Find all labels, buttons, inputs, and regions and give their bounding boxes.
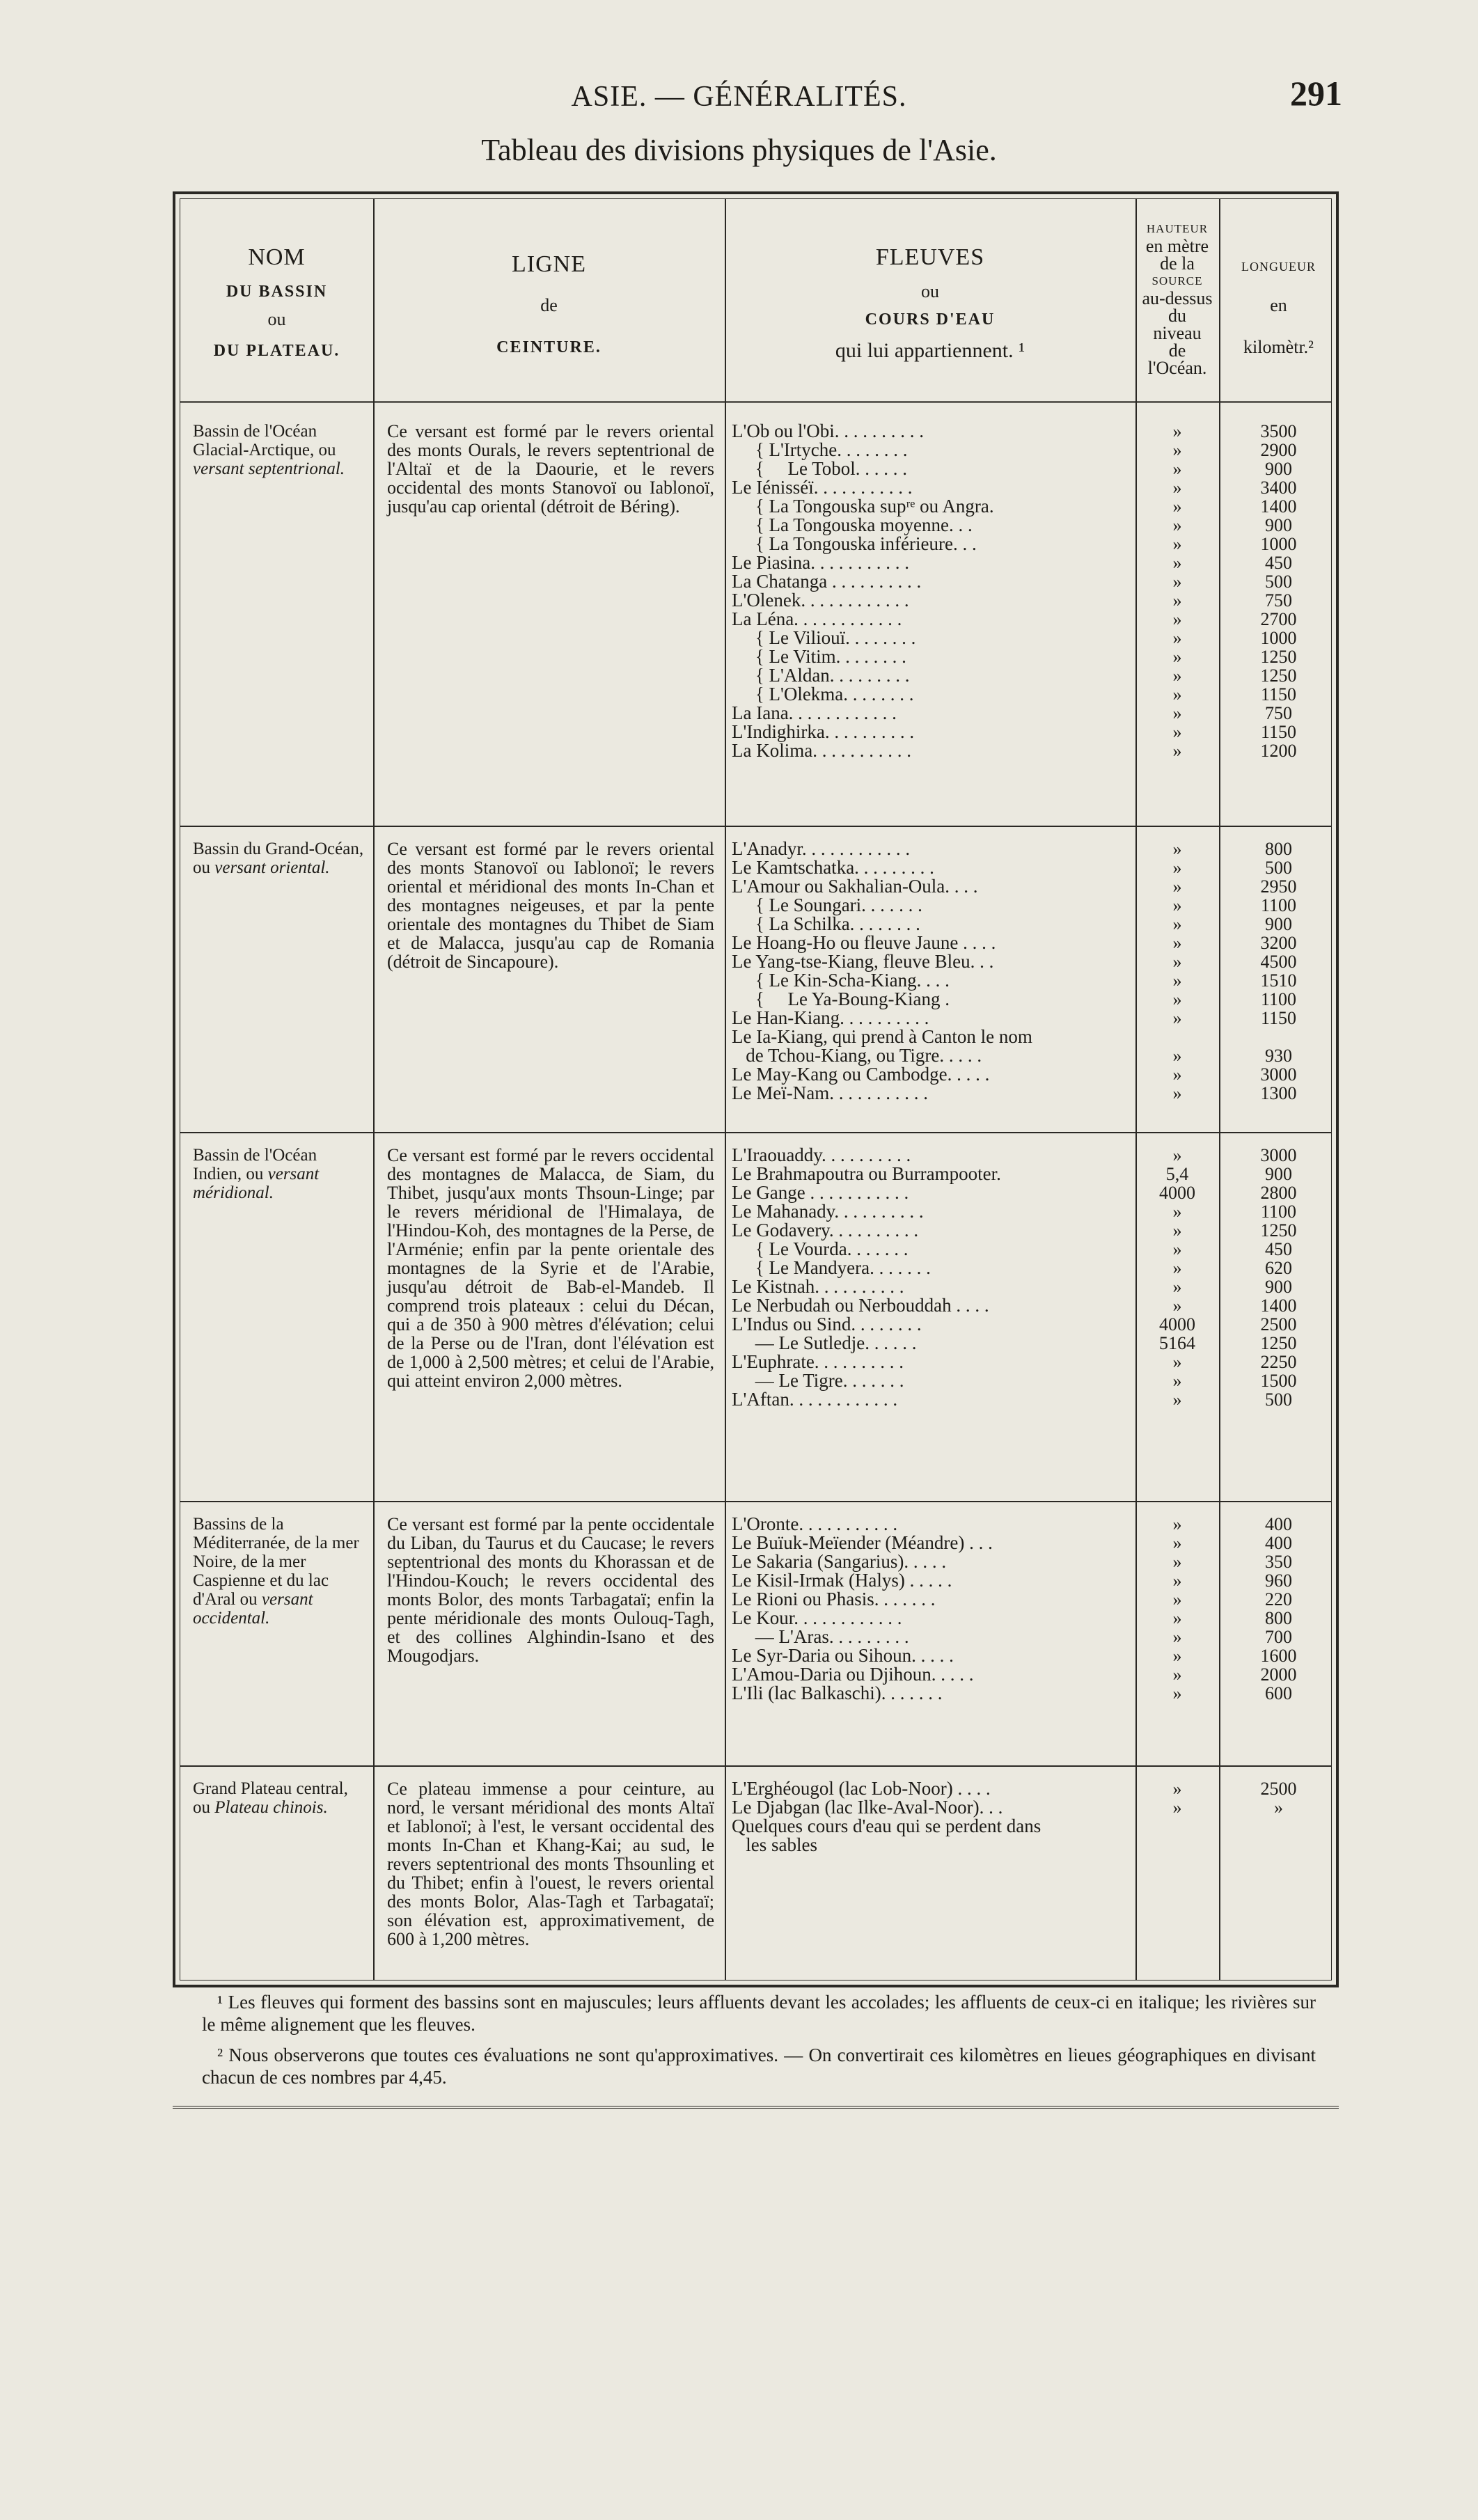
length-value: 400: [1265, 1533, 1292, 1553]
height-value: »: [1172, 895, 1182, 915]
length-value: 4500: [1260, 952, 1297, 972]
river-row: La Iana. . . . . . . . . . . .: [732, 702, 897, 723]
basin-label: Bassin du Grand-Océan, ou: [193, 840, 364, 877]
length-value: 620: [1265, 1258, 1292, 1278]
river-row: Le Brahmapoutra ou Burrampooter.: [732, 1163, 1001, 1184]
table-frame: [173, 191, 1339, 1987]
page-number: 291: [1290, 74, 1342, 113]
ceinture-text: Ce versant est formé par le revers occidental des montagnes de Malacca, de Siam, du Thibet, jusqu'aux monts Thsoun-Linge; par le revers méridional de l'Himalaya, de l'Hindou-Koh, des montagnes de la Perse, de l'Arménie; enfin par la pente orientale des montagnes de la Syrie et de l'Arabie, jusqu'au détroit de Bab-el-Mandeb. Il comprend trois plateaux : celui du Décan, qui a de 350 à 900 mètres d'élévation; celui de la Perse ou de l'Iran, dont l'élévation est de 1,000 à 2,500 mètres; et celui de l'Arabie, qui atteint environ 2,000 mètres.: [387, 1145, 714, 1391]
river-row: L'Erghéougol (lac Lob-Noor) . . . .: [732, 1778, 991, 1799]
height-value: »: [1172, 1627, 1182, 1647]
height-value: »: [1172, 1797, 1182, 1818]
basin-section: [180, 826, 1331, 1133]
length-value: 900: [1265, 515, 1292, 535]
length-value: 1150: [1260, 684, 1297, 704]
river-row: La Léna. . . . . . . . . . . .: [732, 608, 902, 629]
height-value: »: [1172, 572, 1182, 592]
length-value: 700: [1265, 1627, 1292, 1647]
height-value: »: [1172, 1220, 1182, 1241]
header-text: au-dessus: [1142, 288, 1213, 308]
basin-section: [180, 1501, 1331, 1767]
height-value: »: [1172, 1683, 1182, 1703]
height-value: »: [1172, 703, 1182, 723]
river-row: L'Euphrate. . . . . . . . . .: [732, 1351, 904, 1372]
header-text: du: [1168, 306, 1186, 326]
header-text: qui lui appartiennent. ¹: [835, 339, 1025, 362]
river-row: Le Nerbudah ou Nerbouddah . . . .: [732, 1295, 989, 1316]
running-head: ASIE. — GÉNÉRALITÉS.: [571, 81, 907, 113]
length-value: 1200: [1260, 741, 1297, 761]
length-value: [1219, 1836, 1338, 1854]
length-value: 3000: [1260, 1064, 1297, 1085]
river-row: Le May-Kang ou Cambodge. . . . .: [732, 1064, 990, 1085]
river-row: Le Mahanady. . . . . . . . . .: [732, 1201, 924, 1222]
height-value: 5164: [1159, 1333, 1195, 1353]
ceinture-text: Ce versant est formé par le revers oriental des monts Ourals, le revers septentrional de l'Altaï et de la Daourie, et le revers occidental des monts Stanovoï ou Iablonoï, jusqu'au cap oriental (détroit de Béring).: [387, 421, 714, 517]
basin-label-italic: versant occidental.: [193, 1590, 313, 1628]
height-value: »: [1172, 1046, 1182, 1066]
ceinture-text: Ce versant est formé par le revers oriental des monts Stanovoï ou Iablonoï; le revers oriental et méridional des monts In-Chan et des montagnes neigeuses, et par la pente orientale des montagnes du Thibet de Siam et de Malacca, jusqu'au cap de Romania (détroit de Sincapoure).: [387, 839, 714, 972]
height-value: »: [1172, 1533, 1182, 1553]
height-value: »: [1172, 590, 1182, 611]
header-text: HAUTEUR: [1146, 222, 1209, 235]
header-text: en mètre: [1145, 236, 1209, 256]
river-row: { Le Vitim. . . . . . . .: [732, 646, 906, 667]
length-value: [1219, 1027, 1338, 1046]
basin-label-italic: Plateau chinois.: [214, 1798, 328, 1817]
height-value: »: [1172, 1296, 1182, 1316]
river-row: L'Anadyr. . . . . . . . . . . .: [732, 838, 911, 859]
river-row: de Tchou-Kiang, ou Tigre. . . . .: [732, 1045, 982, 1066]
river-row: { Le Tobol. . . . . .: [732, 458, 908, 479]
header-text: ou: [267, 309, 286, 329]
length-value: 220: [1265, 1589, 1292, 1609]
river-row: { La Schilka. . . . . . . .: [732, 913, 920, 934]
river-row: Le Godavery. . . . . . . . . .: [732, 1220, 919, 1241]
river-row: Le Yang-tse-Kiang, fleuve Bleu. . .: [732, 951, 994, 972]
length-value: 2950: [1260, 876, 1297, 897]
header-rivers: [725, 199, 1135, 401]
length-value: 800: [1265, 1608, 1292, 1628]
header-text: LONGUEUR: [1241, 260, 1316, 274]
length-value: 1500: [1260, 1371, 1297, 1391]
river-row: L'Oronte. . . . . . . . . . .: [732, 1513, 898, 1534]
river-row: L'Amour ou Sakhalian-Oula. . . .: [732, 876, 978, 897]
header-text: CEINTURE.: [496, 338, 602, 356]
height-value: »: [1172, 741, 1182, 761]
height-value: »: [1172, 440, 1182, 460]
height-value: »: [1172, 666, 1182, 686]
rivers-list: [732, 422, 1139, 760]
height-value: »: [1172, 1258, 1182, 1278]
height-value: »: [1172, 1145, 1182, 1165]
heights-column: [1135, 840, 1219, 1103]
height-value: »: [1172, 722, 1182, 742]
basin-name: [193, 422, 367, 478]
header-ceinture: [373, 199, 725, 401]
length-value: 800: [1265, 839, 1292, 859]
length-value: 1000: [1260, 628, 1297, 648]
table-header-row: [180, 199, 1331, 403]
river-row: Le Han-Kiang. . . . . . . . . .: [732, 1007, 929, 1028]
ceinture-text: Ce versant est formé par la pente occidentale du Liban, du Taurus et du Caucase; le revers septentrional des monts du Khorassan et de l'Hindou-Kouch; le revers occidental des monts Bolor, des monts Tarbagataï; enfin la pente méridionale des monts Oulouq-Tagh, et des collines Alghindin-Isano et des Mougodjars.: [387, 1514, 714, 1666]
height-value: [1135, 1836, 1219, 1854]
header-basin: [180, 199, 373, 401]
height-value: »: [1172, 609, 1182, 629]
height-value: »: [1172, 970, 1182, 991]
height-value: »: [1172, 1083, 1182, 1103]
length-value: 3500: [1260, 421, 1297, 441]
basin-section: [180, 1132, 1331, 1502]
height-value: [1135, 1817, 1219, 1836]
header-text: de la: [1160, 253, 1195, 274]
heights-column: [1135, 1779, 1219, 1854]
length-value: 750: [1265, 703, 1292, 723]
river-row: { La Tongouska supʳᵉ ou Angra.: [732, 496, 994, 517]
river-row: { La Tongouska inférieure. . .: [732, 533, 977, 554]
length-value: 450: [1265, 553, 1292, 573]
basin-label: Bassin de l'Océan Glacial-Arctique, ou: [193, 422, 336, 459]
ceinture-text: Ce plateau immense a pour ceinture, au nord, le versant méridional des monts Altaï et Iablonoï; à l'est, le versant occidental des monts In-Chan et Khang-Kai; au sud, le revers septentrional des monts Thsounling et du Thibet; enfin à l'ouest, le revers oriental des monts Bolor, Alas-Tagh et Tarbagataï; son élévation est, approximativement, de 600 à 1,200 mètres.: [387, 1779, 714, 1949]
length-value: 1250: [1260, 647, 1297, 667]
length-value: 350: [1265, 1552, 1292, 1572]
header-text: LIGNE: [512, 251, 586, 277]
header-text: kilomètr.²: [1243, 337, 1314, 357]
river-row: L'Amou-Daria ou Djihoun. . . . .: [732, 1664, 974, 1685]
length-value: 1250: [1260, 666, 1297, 686]
height-value: »: [1172, 628, 1182, 648]
height-value: »: [1172, 989, 1182, 1009]
river-row: L'Indighirka. . . . . . . . . .: [732, 721, 915, 742]
basin-label: Grand Plateau central, ou: [193, 1779, 348, 1817]
length-value: 2700: [1260, 609, 1297, 629]
river-row: Le Djabgan (lac Ilke-Aval-Noor). . .: [732, 1797, 1003, 1818]
river-row: { L'Aldan. . . . . . . . .: [732, 665, 910, 686]
river-row: { L'Olekma. . . . . . . .: [732, 684, 914, 704]
lengths-column: [1219, 840, 1338, 1103]
header-text: FLEUVES: [875, 244, 985, 270]
height-value: »: [1172, 496, 1182, 517]
length-value: 3400: [1260, 478, 1297, 498]
length-value: 400: [1265, 1514, 1292, 1534]
height-value: »: [1172, 858, 1182, 878]
river-row: Le Kamtschatka. . . . . . . . .: [732, 857, 934, 878]
lengths-column: [1219, 1515, 1338, 1703]
height-value: »: [1172, 914, 1182, 934]
height-value: »: [1172, 1064, 1182, 1085]
river-row: — Le Tigre. . . . . . .: [732, 1370, 904, 1391]
footnote-2: ² Nous observerons que toutes ces évaluations ne sont qu'approximatives. — On convertirait ces kilomètres en lieues géographiques en divisant chacun de ces nombres par 4,45.: [202, 2045, 1316, 2088]
height-value: »: [1172, 534, 1182, 554]
river-row: Le Syr-Daria ou Sihoun. . . . .: [732, 1645, 954, 1666]
heights-column: [1135, 1515, 1219, 1703]
height-value: 4000: [1159, 1314, 1195, 1334]
river-row: { Le Ya-Boung-Kiang .: [732, 989, 950, 1009]
footnote-1: ¹ Les fleuves qui forment des bassins sont en majuscules; leurs affluents devant les accolades; les affluents de ceux-ci en italique; les rivières sur le même alignement que les fleuves.: [202, 1992, 1316, 2035]
river-row: L'Ob ou l'Obi. . . . . . . . . .: [732, 420, 924, 441]
river-row: La Kolima. . . . . . . . . . .: [732, 740, 911, 761]
basin-label: Bassin de l'Océan Indien, ou: [193, 1146, 317, 1183]
river-row: { La Tongouska moyenne. . .: [732, 514, 973, 535]
basin-section: [180, 408, 1331, 827]
rivers-list: [732, 1515, 1139, 1703]
river-row: L'Iraouaddy. . . . . . . . . .: [732, 1144, 911, 1165]
length-value: 3000: [1260, 1145, 1297, 1165]
basin-label-italic: versant oriental.: [214, 858, 330, 877]
basin-name: [193, 1515, 367, 1628]
header-text: ou: [921, 281, 939, 301]
basin-label-italic: versant méridional.: [193, 1165, 320, 1202]
river-row: { L'Irtyche. . . . . . . .: [732, 439, 908, 460]
length-value: 2900: [1260, 440, 1297, 460]
river-row: — L'Aras. . . . . . . . .: [732, 1626, 909, 1647]
height-value: »: [1172, 1552, 1182, 1572]
river-row: La Chatanga . . . . . . . . . .: [732, 571, 922, 592]
length-value: 1100: [1260, 1202, 1297, 1222]
table-title: Tableau des divisions physiques de l'Asie.: [481, 133, 997, 167]
height-value: »: [1172, 1589, 1182, 1609]
river-row: L'Indus ou Sind. . . . . . . .: [732, 1314, 922, 1334]
length-value: 1150: [1260, 722, 1297, 742]
river-row: { Le Soungari. . . . . . .: [732, 895, 922, 915]
basin-name: [193, 1779, 367, 1817]
height-value: 4000: [1159, 1183, 1195, 1203]
rivers-list: [732, 1779, 1139, 1854]
length-value: 1000: [1260, 534, 1297, 554]
length-value: 2800: [1260, 1183, 1297, 1203]
basin-label-italic: versant septentrional.: [193, 459, 345, 478]
height-value: »: [1172, 1239, 1182, 1259]
header-text: DU PLATEAU.: [213, 342, 340, 360]
height-value: »: [1172, 478, 1182, 498]
height-value: »: [1172, 952, 1182, 972]
length-value: 1100: [1260, 895, 1297, 915]
heights-column: [1135, 422, 1219, 760]
length-value: 900: [1265, 459, 1292, 479]
river-row: L'Aftan. . . . . . . . . . . .: [732, 1389, 898, 1410]
height-value: »: [1172, 1277, 1182, 1297]
length-value: 1400: [1260, 496, 1297, 517]
river-row: { Le Vourda. . . . . . .: [732, 1238, 909, 1259]
river-row: Le Hoang-Ho ou fleuve Jaune . . . .: [732, 932, 996, 953]
rivers-list: [732, 840, 1139, 1103]
header-text: en: [1270, 295, 1287, 315]
height-value: »: [1172, 1646, 1182, 1666]
length-value: 900: [1265, 1277, 1292, 1297]
length-value: 1300: [1260, 1083, 1297, 1103]
table-inner: [180, 198, 1332, 1980]
height-value: »: [1172, 1202, 1182, 1222]
length-value: 600: [1265, 1683, 1292, 1703]
bottom-rule: [173, 2106, 1339, 2109]
river-row: Quelques cours d'eau qui se perdent dans: [732, 1816, 1041, 1836]
header-text: DU BASSIN: [226, 283, 328, 301]
header-text: de: [540, 295, 558, 315]
length-value: 1510: [1260, 970, 1297, 991]
river-row: Le Kistnah. . . . . . . . . .: [732, 1276, 904, 1297]
river-row: Le Ia-Kiang, qui prend à Canton le nom: [732, 1026, 1032, 1047]
basin-label: Bassins de la Méditerranée, de la mer Noire, de la mer Caspienne et du lac d'Aral ou: [193, 1515, 359, 1609]
river-row: L'Olenek. . . . . . . . . . . .: [732, 590, 909, 611]
height-value: »: [1172, 1352, 1182, 1372]
length-value: 2250: [1260, 1352, 1297, 1372]
header-text: de: [1168, 340, 1186, 361]
length-value: 900: [1265, 914, 1292, 934]
heights-column: [1135, 1146, 1219, 1409]
lengths-column: [1219, 422, 1338, 760]
height-value: »: [1172, 1608, 1182, 1628]
height-value: »: [1172, 515, 1182, 535]
header-text: niveau: [1153, 323, 1202, 343]
height-value: »: [1172, 1570, 1182, 1591]
footnotes: [202, 1991, 1316, 2097]
length-value: 3200: [1260, 933, 1297, 953]
length-value: 1150: [1260, 1008, 1297, 1028]
height-value: »: [1172, 1514, 1182, 1534]
height-value: »: [1172, 1664, 1182, 1685]
height-value: »: [1172, 421, 1182, 441]
length-value: 1600: [1260, 1646, 1297, 1666]
river-row: Le Sakaria (Sangarius). . . . .: [732, 1551, 947, 1572]
length-value: 750: [1265, 590, 1292, 611]
length-value: 960: [1265, 1570, 1292, 1591]
length-value: 1400: [1260, 1296, 1297, 1316]
length-value: 1250: [1260, 1220, 1297, 1241]
header-text: SOURCE: [1151, 274, 1203, 288]
length-value: 900: [1265, 1164, 1292, 1184]
river-row: Le Gange . . . . . . . . . . .: [732, 1182, 909, 1203]
height-value: [1135, 1027, 1219, 1046]
length-value: 930: [1265, 1046, 1292, 1066]
height-value: »: [1172, 1371, 1182, 1391]
river-row: — Le Sutledje. . . . . .: [732, 1332, 917, 1353]
lengths-column: [1219, 1779, 1338, 1854]
basin-section: [180, 1765, 1331, 1992]
river-row: L'Ili (lac Balkaschi). . . . . . .: [732, 1683, 943, 1703]
header-height: [1135, 199, 1219, 401]
height-value: »: [1172, 459, 1182, 479]
height-value: »: [1172, 839, 1182, 859]
river-row: { Le Viliouï. . . . . . . .: [732, 627, 916, 648]
height-value: »: [1172, 1008, 1182, 1028]
lengths-column: [1219, 1146, 1338, 1409]
header-length: [1219, 199, 1338, 401]
river-row: Le Iénisséï. . . . . . . . . . .: [732, 477, 913, 498]
length-value: 500: [1265, 858, 1292, 878]
header-text: l'Océan.: [1147, 358, 1207, 378]
river-row: Le Buïuk-Meïender (Méandre) . . .: [732, 1532, 993, 1553]
length-value: »: [1274, 1797, 1283, 1818]
basin-name: [193, 840, 367, 877]
length-value: 500: [1265, 1389, 1292, 1410]
length-value: [1219, 1817, 1338, 1836]
river-row: Le Meï-Nam. . . . . . . . . . .: [732, 1082, 928, 1103]
river-row: { Le Kin-Scha-Kiang. . . .: [732, 970, 950, 991]
length-value: 500: [1265, 572, 1292, 592]
height-value: »: [1172, 684, 1182, 704]
river-row: Le Piasina. . . . . . . . . . .: [732, 552, 909, 573]
length-value: 2500: [1260, 1779, 1297, 1799]
river-row: les sables: [732, 1834, 817, 1855]
height-value: »: [1172, 933, 1182, 953]
river-row: Le Rioni ou Phasis. . . . . . .: [732, 1589, 936, 1609]
river-row: Le Kisil-Irmak (Halys) . . . . .: [732, 1570, 952, 1591]
basin-name: [193, 1146, 367, 1202]
header-text: COURS D'EAU: [865, 310, 996, 329]
river-row: { Le Mandyera. . . . . . .: [732, 1257, 931, 1278]
length-value: 2000: [1260, 1664, 1297, 1685]
length-value: 1100: [1260, 989, 1297, 1009]
height-value: »: [1172, 647, 1182, 667]
height-value: »: [1172, 553, 1182, 573]
page-header: [0, 73, 1478, 122]
length-value: 2500: [1260, 1314, 1297, 1334]
height-value: »: [1172, 1779, 1182, 1799]
length-value: 450: [1265, 1239, 1292, 1259]
rivers-list: [732, 1146, 1139, 1409]
length-value: 1250: [1260, 1333, 1297, 1353]
river-row: Le Kour. . . . . . . . . . . .: [732, 1607, 902, 1628]
height-value: »: [1172, 876, 1182, 897]
header-text: NOM: [248, 244, 306, 270]
height-value: 5,4: [1165, 1164, 1189, 1184]
height-value: »: [1172, 1389, 1182, 1410]
